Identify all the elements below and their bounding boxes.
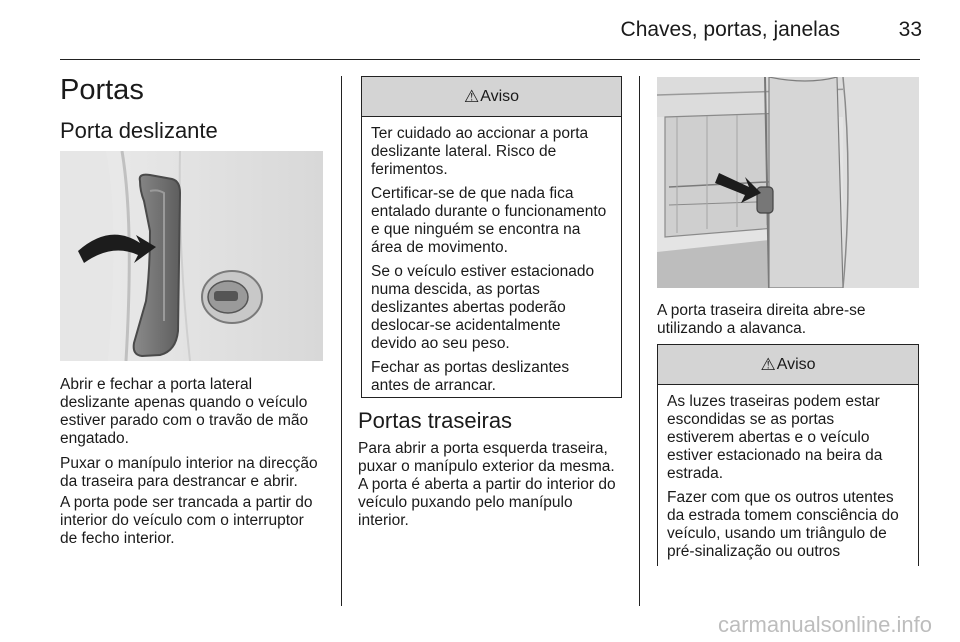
section-heading: Portas (60, 74, 144, 106)
running-header-title: Chaves, portas, janelas (620, 18, 840, 41)
warning-text: Se o veículo estiver estacionado numa descida, as portas deslizantes abertas poderão deslocar-se acidentalmente devido ao seu peso. (371, 263, 595, 352)
warning-text: As luzes traseiras podem estar escondidas se as portas estiverem abertas e o veículo estiver estacionado na beira da estrada. (667, 393, 883, 482)
warning-text: Ter cuidado ao accionar a porta deslizante lateral. Risco de ferimentos. (371, 125, 589, 178)
watermark: carmanualsonline.info (717, 612, 932, 637)
warning-label: Aviso (776, 355, 816, 373)
subsection-heading-sliding-door: Porta deslizante (60, 118, 218, 143)
subsection-heading-rear-doors: Portas traseiras (358, 408, 513, 433)
paragraph-lock-door: A porta pode ser trancada a partir do interior do veículo com o interruptor de fecho interior. (60, 494, 313, 547)
warning-triangle-icon: ⚠ (463, 86, 480, 106)
header-rule (60, 59, 920, 60)
paragraph-pull-handle: Puxar o manípulo interior na direcção da traseira para destrancar e abrir. (60, 455, 318, 490)
warning-header (362, 77, 621, 117)
warning-text: Certificar-se de que nada fica entalado durante o funcionamento e que ninguém se encontra na área de movimento. (371, 185, 607, 256)
sliding-door-handle-illustration (60, 151, 323, 361)
paragraph-lateral-door: Abrir e fechar a porta lateral deslizante apenas quando o veículo estiver parado com o travão de mão engatado. (60, 376, 309, 447)
warning-box-rear-lights (657, 344, 919, 566)
column-divider-right (639, 76, 640, 606)
warning-header (658, 345, 918, 385)
caption-rear-door: A porta traseira direita abre-se utilizando a alavanca. (657, 302, 866, 337)
warning-text: Fazer com que os outros utentes da estrada tomem consciência do veículo, usando um triângulo de pré-sinalização ou outros (667, 489, 899, 560)
warning-label: Aviso (480, 87, 520, 105)
warning-box-sliding-door (361, 76, 622, 398)
page-number: 33 (898, 18, 922, 41)
column-divider-left (341, 76, 342, 606)
rear-door-lever-illustration (657, 77, 919, 288)
warning-text: Fechar as portas deslizantes antes de arrancar. (371, 359, 570, 394)
warning-triangle-icon: ⚠ (760, 354, 776, 374)
paragraph-rear-doors: Para abrir a porta esquerda traseira, puxar o manípulo exterior da mesma. A porta é aberta a partir do interior do veículo puxando pelo manípulo interior. (358, 440, 616, 529)
